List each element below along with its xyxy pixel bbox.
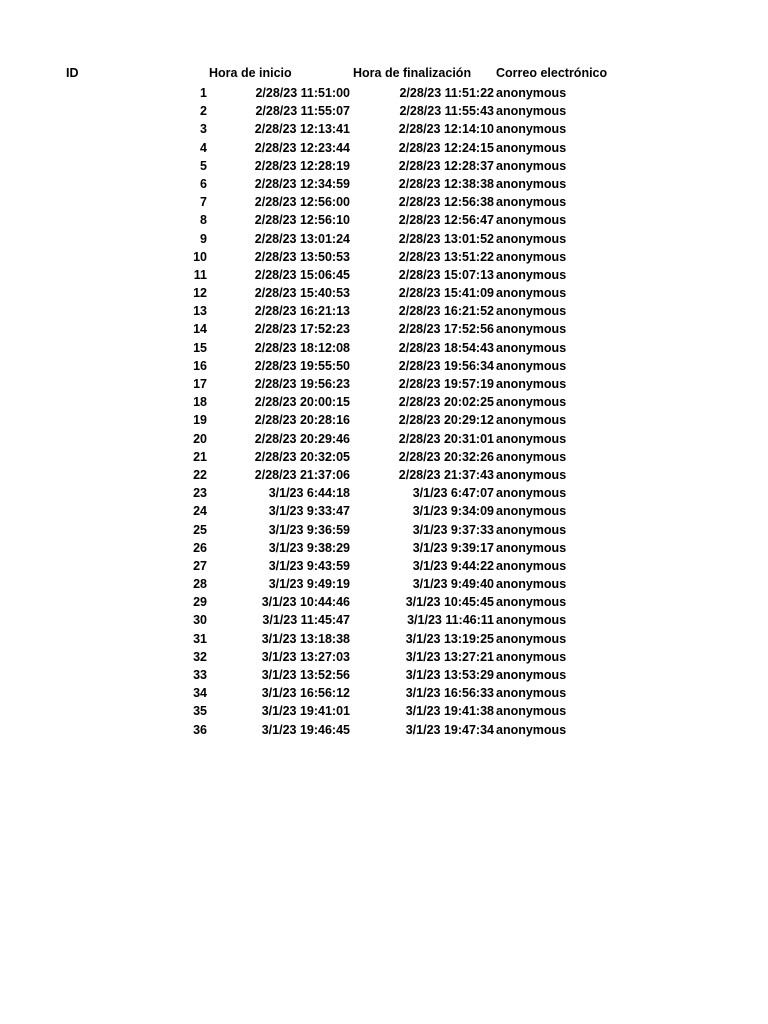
cell-start-time: 2/28/23 16:21:13 [254,304,350,319]
table-row [0,393,768,411]
cell-id: 5 [200,158,207,173]
table-row [0,575,768,593]
cell-end-time: 3/1/23 9:34:09 [412,504,494,519]
cell-end-time: 3/1/23 19:41:38 [405,704,494,719]
cell-start-time: 2/28/23 20:28:16 [254,413,350,428]
table-row [0,539,768,557]
cell-end-time: 2/28/23 12:56:38 [398,195,494,210]
cell-end-time: 2/28/23 11:55:43 [399,104,494,119]
table-row [0,502,768,520]
cell-email: anonymous [496,304,567,319]
cell-email: anonymous [496,358,567,373]
cell-end-time: 3/1/23 13:53:29 [405,668,494,682]
cell-email: anonymous [496,486,567,501]
table-row [0,320,768,338]
cell-start-time: 2/28/23 18:12:08 [254,340,350,355]
cell-email: anonymous [496,86,567,100]
cell-end-time: 2/28/23 18:54:43 [398,340,494,355]
cell-email: anonymous [496,140,567,155]
cell-email: anonymous [496,558,567,573]
cell-start-time: 2/28/23 11:55:07 [255,104,350,119]
cell-start-time: 2/28/23 12:56:00 [254,195,350,210]
cell-id: 1 [200,86,207,100]
cell-start-time: 2/28/23 21:37:06 [254,467,350,482]
cell-start-time: 2/28/23 20:29:46 [254,431,350,446]
cell-id: 33 [193,668,207,682]
table-row [0,448,768,466]
cell-id: 7 [200,195,207,210]
cell-start-time: 3/1/23 13:52:56 [261,668,350,682]
cell-email: anonymous [496,467,567,482]
cell-email: anonymous [496,504,567,519]
table-body [0,84,768,739]
cell-id: 3 [200,122,207,137]
table-row [0,666,768,684]
cell-end-time: 2/28/23 12:14:10 [398,122,494,137]
cell-end-time: 3/1/23 11:46:11 [407,613,494,628]
cell-start-time: 3/1/23 13:18:38 [261,631,350,646]
cell-id: 36 [193,722,207,737]
cell-id: 16 [193,358,207,373]
cell-start-time: 2/28/23 12:13:41 [254,122,350,137]
header-start-time: Hora de inicio [209,66,292,80]
cell-start-time: 2/28/23 15:40:53 [254,286,350,301]
cell-end-time: 2/28/23 11:51:22 [399,86,494,100]
cell-id: 26 [193,540,207,555]
cell-email: anonymous [496,322,567,337]
cell-start-time: 3/1/23 6:44:18 [268,486,350,501]
cell-email: anonymous [496,340,567,355]
cell-id: 19 [193,413,207,428]
table-row [0,375,768,393]
cell-start-time: 3/1/23 9:33:47 [268,504,350,519]
cell-id: 32 [193,649,207,664]
cell-end-time: 2/28/23 15:41:09 [398,286,494,301]
table-row [0,684,768,702]
table-row [0,630,768,648]
cell-start-time: 2/28/23 13:50:53 [254,249,350,264]
cell-id: 4 [200,140,207,155]
cell-end-time: 2/28/23 20:29:12 [398,413,494,428]
table-row [0,248,768,266]
cell-id: 30 [193,613,207,628]
table-row [0,302,768,320]
header-id: ID [66,66,79,80]
cell-id: 15 [193,340,207,355]
cell-start-time: 2/28/23 13:01:24 [254,231,350,246]
table-row [0,157,768,175]
cell-start-time: 3/1/23 9:49:19 [268,577,350,592]
cell-email: anonymous [496,595,567,610]
cell-email: anonymous [496,158,567,173]
cell-email: anonymous [496,395,567,410]
cell-start-time: 3/1/23 10:44:46 [261,595,350,610]
cell-id: 23 [193,486,207,501]
cell-email: anonymous [496,449,567,464]
table-row [0,357,768,375]
cell-start-time: 2/28/23 11:51:00 [255,86,350,100]
cell-email: anonymous [496,249,567,264]
cell-email: anonymous [496,413,567,428]
cell-email: anonymous [496,540,567,555]
cell-id: 22 [193,467,207,482]
cell-email: anonymous [496,649,567,664]
table-header-row [0,66,768,84]
table-row [0,484,768,502]
cell-end-time: 2/28/23 21:37:43 [398,467,494,482]
cell-end-time: 2/28/23 19:57:19 [398,377,494,391]
cell-id: 35 [193,704,207,719]
cell-id: 21 [193,449,207,464]
cell-email: anonymous [496,631,567,646]
cell-end-time: 3/1/23 19:47:34 [405,722,494,737]
cell-email: anonymous [496,668,567,682]
cell-id: 29 [193,595,207,610]
table-row [0,521,768,539]
cell-start-time: 2/28/23 12:34:59 [254,176,350,191]
cell-start-time: 2/28/23 12:23:44 [254,140,350,155]
cell-end-time: 2/28/23 19:56:34 [398,358,494,373]
cell-end-time: 2/28/23 20:02:25 [398,395,494,410]
cell-id: 17 [193,377,207,391]
table-row [0,266,768,284]
cell-email: anonymous [496,377,567,391]
cell-end-time: 2/28/23 20:31:01 [398,431,494,446]
table-row [0,211,768,229]
cell-end-time: 3/1/23 9:39:17 [412,540,494,555]
cell-end-time: 3/1/23 16:56:33 [405,686,494,701]
cell-id: 6 [200,176,207,191]
cell-email: anonymous [496,577,567,592]
cell-end-time: 3/1/23 6:47:07 [412,486,494,501]
cell-email: anonymous [496,431,567,446]
cell-end-time: 3/1/23 9:44:22 [412,558,494,573]
cell-end-time: 3/1/23 13:27:21 [405,649,494,664]
cell-id: 14 [193,322,207,337]
cell-id: 10 [193,249,207,264]
cell-start-time: 2/28/23 12:56:10 [254,213,350,228]
cell-id: 18 [193,395,207,410]
table-row [0,611,768,629]
table-row [0,557,768,575]
table-row [0,175,768,193]
table-row [0,702,768,720]
cell-start-time: 2/28/23 19:56:23 [254,377,350,391]
cell-end-time: 2/28/23 12:24:15 [398,140,494,155]
cell-email: anonymous [496,213,567,228]
cell-end-time: 2/28/23 15:07:13 [398,267,494,282]
table-row [0,284,768,302]
cell-id: 34 [193,686,207,701]
table-row [0,230,768,248]
table-row [0,193,768,211]
cell-id: 27 [193,558,207,573]
table-row [0,139,768,157]
cell-email: anonymous [496,195,567,210]
cell-start-time: 2/28/23 15:06:45 [254,267,350,282]
cell-email: anonymous [496,722,567,737]
cell-id: 31 [193,631,207,646]
cell-start-time: 3/1/23 19:46:45 [261,722,350,737]
cell-id: 9 [200,231,207,246]
cell-start-time: 3/1/23 9:36:59 [268,522,350,537]
cell-end-time: 2/28/23 12:56:47 [398,213,494,228]
cell-id: 11 [193,267,207,282]
cell-id: 13 [193,304,207,319]
cell-start-time: 3/1/23 9:38:29 [268,540,350,555]
header-end-time: Hora de finalización [353,66,472,80]
table-row [0,339,768,357]
header-email: Correo electrónico [496,66,608,80]
cell-start-time: 3/1/23 11:45:47 [262,613,350,628]
cell-id: 2 [200,104,207,119]
cell-email: anonymous [496,686,567,701]
table-row [0,466,768,484]
cell-end-time: 3/1/23 9:37:33 [412,522,494,537]
cell-id: 12 [193,286,207,301]
cell-start-time: 3/1/23 13:27:03 [261,649,350,664]
cell-id: 8 [200,213,207,228]
cell-id: 20 [193,431,207,446]
cell-end-time: 2/28/23 12:28:37 [398,158,494,173]
cell-start-time: 2/28/23 12:28:19 [254,158,350,173]
cell-start-time: 3/1/23 16:56:12 [261,686,350,701]
table-row [0,411,768,429]
cell-end-time: 3/1/23 10:45:45 [405,595,494,610]
table-row [0,648,768,666]
table-row [0,593,768,611]
cell-start-time: 2/28/23 17:52:23 [254,322,350,337]
cell-id: 28 [193,577,207,592]
cell-id: 25 [193,522,207,537]
cell-email: anonymous [496,104,567,119]
cell-email: anonymous [496,704,567,719]
cell-email: anonymous [496,176,567,191]
cell-end-time: 2/28/23 17:52:56 [398,322,494,337]
cell-start-time: 2/28/23 20:32:05 [254,449,350,464]
cell-end-time: 2/28/23 13:01:52 [398,231,494,246]
table-row [0,721,768,739]
table-row [0,102,768,120]
cell-email: anonymous [496,231,567,246]
cell-email: anonymous [496,522,567,537]
cell-start-time: 2/28/23 19:55:50 [254,358,350,373]
table-row [0,84,768,102]
cell-email: anonymous [496,267,567,282]
cell-email: anonymous [496,613,567,628]
cell-start-time: 3/1/23 19:41:01 [261,704,350,719]
table-row [0,430,768,448]
cell-end-time: 2/28/23 12:38:38 [398,176,494,191]
cell-end-time: 3/1/23 9:49:40 [412,577,494,592]
cell-start-time: 2/28/23 20:00:15 [254,395,350,410]
cell-end-time: 2/28/23 16:21:52 [398,304,494,319]
cell-end-time: 2/28/23 13:51:22 [398,249,494,264]
cell-start-time: 3/1/23 9:43:59 [268,558,350,573]
cell-email: anonymous [496,286,567,301]
cell-end-time: 2/28/23 20:32:26 [398,449,494,464]
table-row [0,120,768,138]
cell-end-time: 3/1/23 13:19:25 [405,631,494,646]
cell-id: 24 [193,504,207,519]
cell-email: anonymous [496,122,567,137]
